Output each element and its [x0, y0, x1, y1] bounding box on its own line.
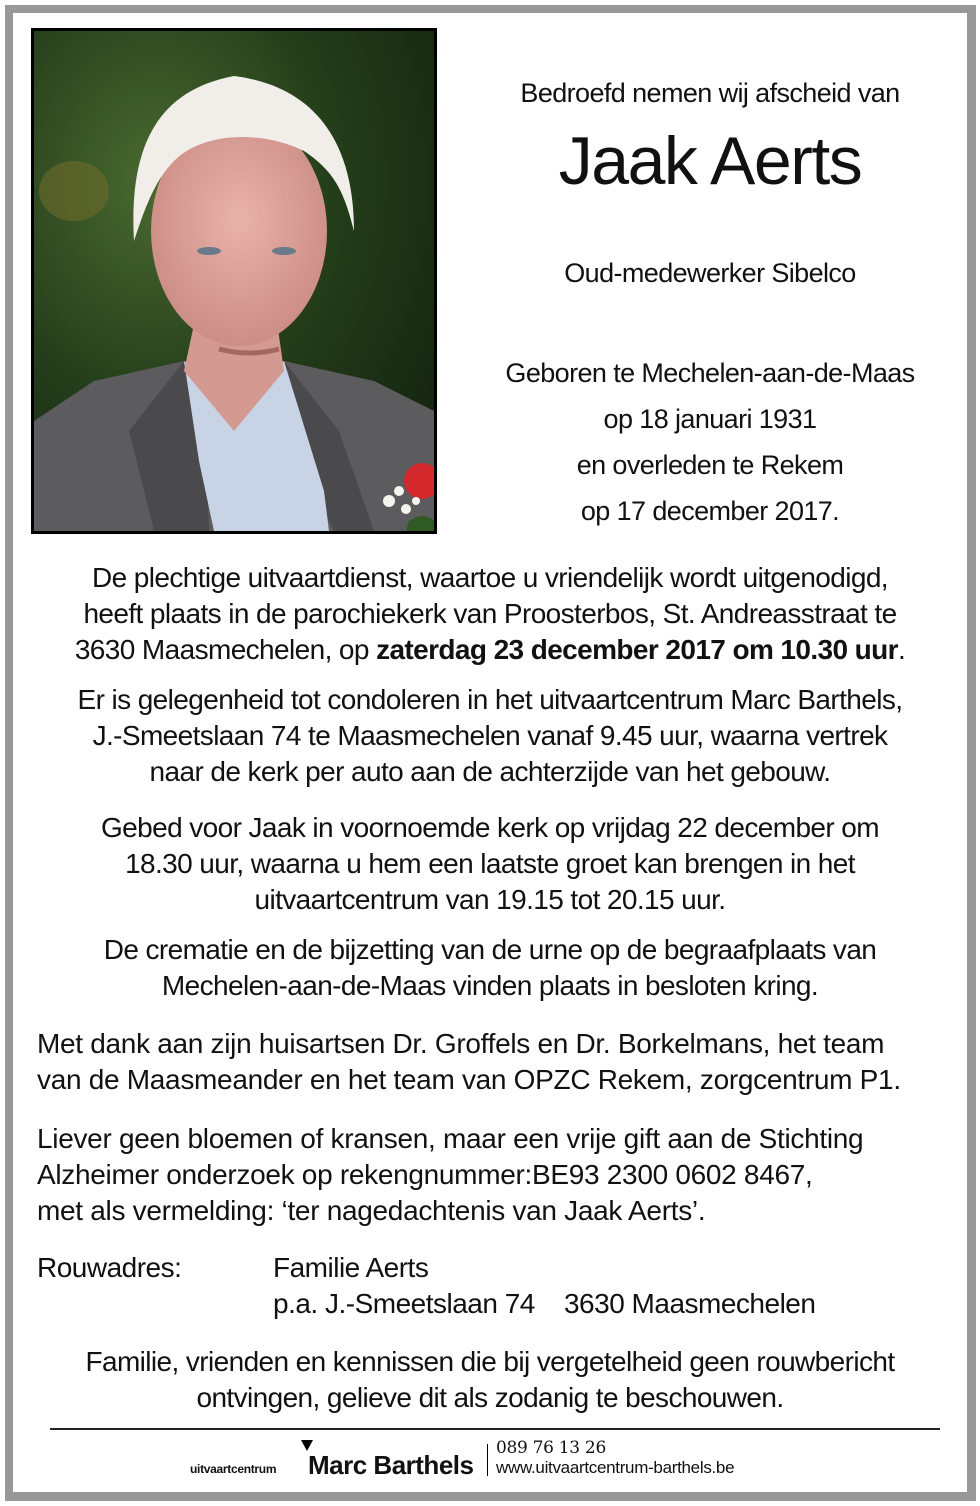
footer-divider	[50, 1428, 940, 1430]
notice-line: ontvingen, gelieve dit als zodanig te beschouwen.	[196, 1382, 784, 1413]
address-family: Familie Aerts	[273, 1252, 429, 1283]
deceased-role: Oud-medewerker Sibelco	[564, 258, 856, 288]
thanks-line: van de Maasmeander en het team van OPZC Rekem, zorgcentrum P1.	[37, 1064, 901, 1095]
service-line: De plechtige uitvaartdienst, waartoe u vriendelijk wordt uitgenodigd,	[92, 562, 888, 593]
service-line	[30, 632, 950, 668]
birth-date: op 18 januari 1931	[603, 404, 817, 434]
portrait-illustration	[34, 31, 434, 531]
address-street: p.a. J.-Smeetslaan 74 3630 Maasmechelen	[273, 1288, 816, 1319]
thanks-paragraph	[37, 1026, 957, 1098]
donation-paragraph	[37, 1121, 957, 1229]
condolences-line: Er is gelegenheid tot condoleren in het uitvaartcentrum Marc Barthels,	[77, 684, 903, 715]
service-period: .	[897, 634, 906, 665]
prayer-line: uitvaartcentrum van 19.15 tot 20.15 uur.	[254, 884, 726, 915]
cremation-line: Mechelen-aan-de-Maas vinden plaats in besloten kring.	[161, 970, 819, 1001]
thanks-line: Met dank aan zijn huisartsen Dr. Groffels en Dr. Borkelmans, het team	[37, 1028, 885, 1059]
address-value	[273, 1250, 815, 1322]
funeral-home-phone: 089 76 13 26	[496, 1438, 606, 1458]
birth-place: Geboren te Mechelen-aan-de-Maas	[505, 358, 915, 388]
cremation-paragraph	[30, 932, 950, 1004]
service-line: heeft plaats in de parochiekerk van Proosterbos, St. Andreasstraat te	[83, 598, 897, 629]
service-location: 3630 Maasmechelen, op	[74, 634, 377, 665]
prayer-paragraph	[30, 810, 950, 918]
cremation-line: De crematie en de bijzetting van de urne op de begraafplaats van	[103, 934, 877, 965]
donation-line: Liever geen bloemen of kransen, maar een vrije gift aan de Stichting	[37, 1123, 864, 1154]
condolences-line: naar de kerk per auto aan de achterzijde van het gebouw.	[149, 756, 831, 787]
funeral-home-footer	[190, 1436, 810, 1482]
prayer-line: 18.30 uur, waarna u hem een laatste groet kan brengen in het	[125, 848, 855, 879]
prayer-line: Gebed voor Jaak in voornoemde kerk op vrijdag 22 december om	[101, 812, 879, 843]
service-datetime: zaterdag 23 december 2017 om 10.30 uur	[376, 634, 898, 665]
deceased-name: Jaak Aerts	[558, 123, 862, 199]
notice-line: Familie, vrienden en kennissen die bij vergetelheid geen rouwbericht	[85, 1346, 895, 1377]
death-date: op 17 december 2017.	[580, 496, 840, 526]
funeral-home-website[interactable]: www.uitvaartcentrum-barthels.be	[496, 1458, 735, 1477]
portrait-photo	[31, 28, 437, 534]
death-place: en overleden te Rekem	[576, 450, 844, 480]
funeral-home-name: Marc Barthels	[308, 1450, 474, 1480]
notice-paragraph	[30, 1344, 950, 1416]
condolences-paragraph	[30, 682, 950, 790]
intro-text: Bedroefd nemen wij afscheid van	[520, 78, 900, 108]
birth-death-details	[460, 350, 960, 534]
donation-line: met als vermelding: ‘ter nagedachtenis van Jaak Aerts’.	[37, 1195, 706, 1226]
service-paragraph	[30, 560, 950, 668]
funeral-home-prefix: uitvaartcentrum	[190, 1462, 277, 1476]
footer-separator	[487, 1444, 488, 1476]
address-label: Rouwadres:	[37, 1252, 182, 1283]
condolences-line: J.-Smeetslaan 74 te Maasmechelen vanaf 9.45 uur, waarna vertrek	[92, 720, 888, 751]
donation-account-line: Alzheimer onderzoek op rekengnummer:BE93 2300 0602 8467,	[37, 1159, 813, 1190]
